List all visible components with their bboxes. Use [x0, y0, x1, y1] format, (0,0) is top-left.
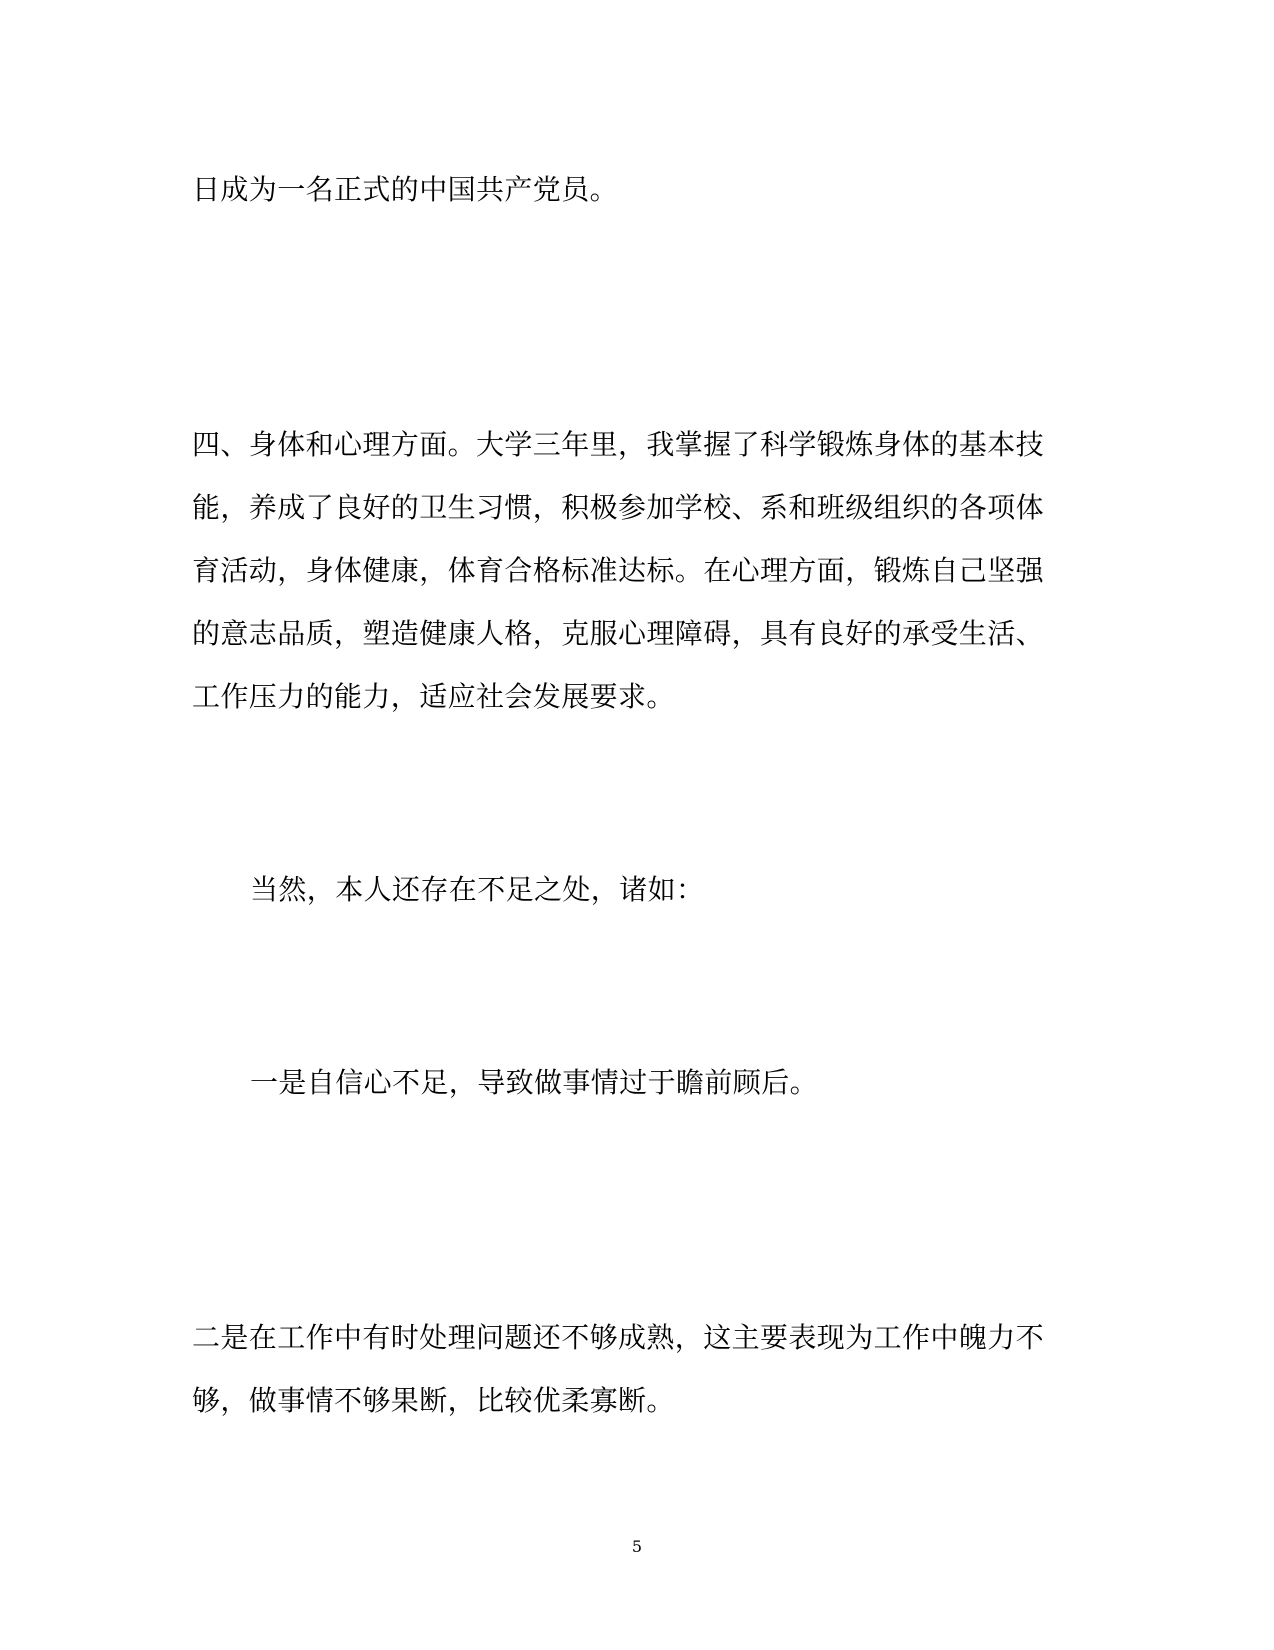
text-line: 的意志品质，塑造健康人格，克服心理障碍，具有良好的承受生活、	[192, 617, 1045, 650]
page-number: 5	[631, 1537, 643, 1556]
text-line: 四、身体和心理方面。大学三年里，我掌握了科学锻炼身体的基本技	[192, 428, 1045, 461]
text-line: 育活动，身体健康，体育合格标准达标。在心理方面，锻炼自己坚强	[192, 554, 1045, 587]
text-line: 二是在工作中有时处理问题还不够成熟，这主要表现为工作中魄力不	[192, 1321, 1045, 1354]
text-line: 当然，本人还存在不足之处，诸如：	[250, 873, 705, 906]
text-line: 日成为一名正式的中国共产党员。	[192, 173, 619, 206]
text-line: 一是自信心不足，导致做事情过于瞻前顾后。	[250, 1066, 819, 1099]
text-line: 工作压力的能力，适应社会发展要求。	[192, 680, 675, 713]
text-line: 够，做事情不够果断，比较优柔寡断。	[192, 1384, 675, 1417]
text-line: 能，养成了良好的卫生习惯，积极参加学校、系和班级组织的各项体	[192, 491, 1045, 524]
